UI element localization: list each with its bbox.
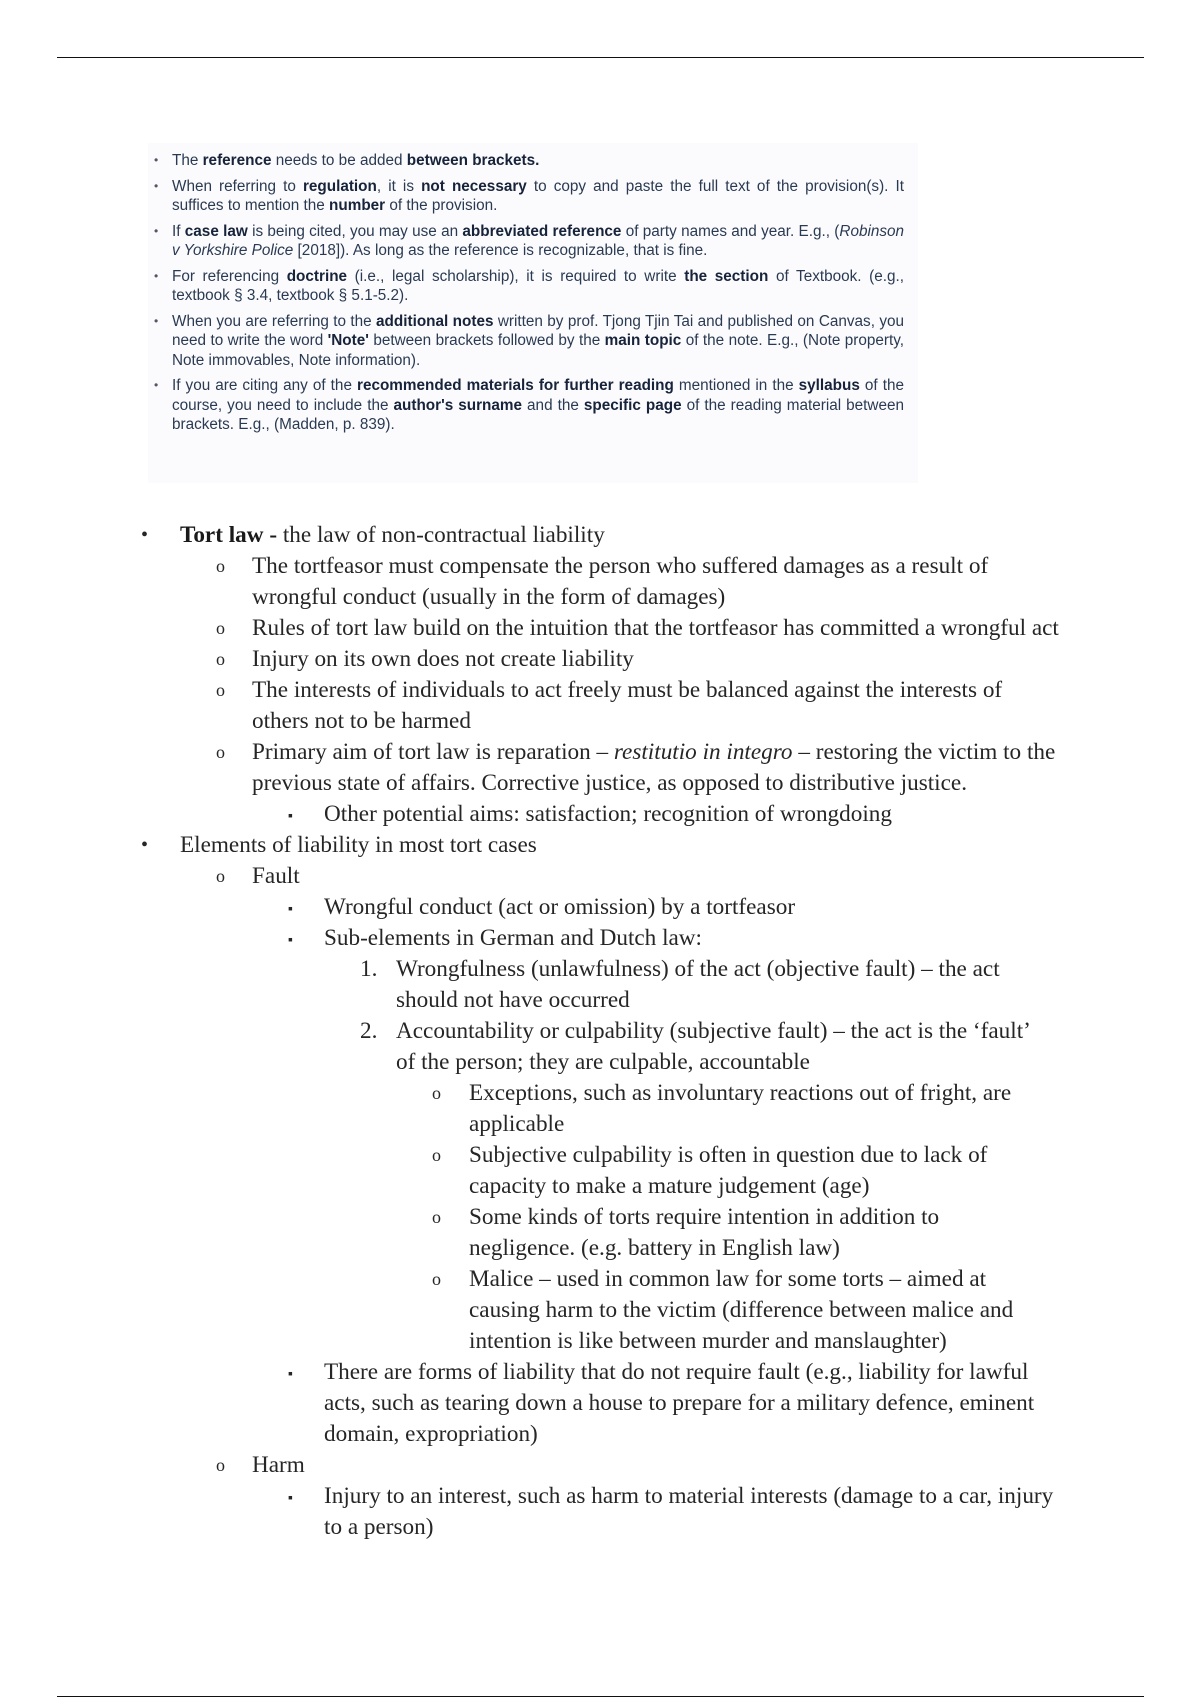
text-run: to copy and paste the full text of the provision(s). It suffices to mention the [172,177,905,214]
note-text [324,801,892,827]
note-text [252,553,988,610]
text-run: Harm [252,1452,305,1478]
text-run: Exceptions, such as involuntary reactions out of fright, are applicable [469,1080,1012,1137]
note-item [0,1264,1049,1357]
text-run: Primary aim of tort law is reparation – [252,739,614,765]
text-run: of the course, you need to include the [172,377,904,414]
note-item [0,892,1064,923]
text-run: Sub-elements in German and Dutch law: [324,925,702,951]
text-run: If you are citing any of the [172,377,357,394]
bullet-marker: o [216,649,225,669]
instruction-item [148,177,918,216]
text-run: the section [684,267,769,285]
text-run: Wrongful conduct (act or omission) by a tortfeasor [324,894,796,920]
note-item [0,1202,1049,1264]
bullet-marker: ▪ [288,902,293,917]
note-text [252,646,634,672]
bullet-marker: ▪ [288,809,293,824]
text-run: Accountability or culpability (subjective fault) – the act is the ‘fault’ of the person; they are culpable, accountable [396,1018,1030,1075]
bullet-marker: ▪ [288,1491,293,1506]
header-rule [57,57,1144,58]
text-run: specific page [583,396,682,414]
note-text [324,894,795,920]
text-run: main topic [604,332,682,349]
bullet-marker: o [432,1145,441,1165]
text-run: When referring to [172,177,303,195]
note-text [252,1452,305,1478]
lecture-notes [0,520,1200,1543]
note-item [0,923,1064,954]
text-run: There are forms of liability that do not require fault (e.g., liability for lawful acts, such as tearing down a house to prepare for a military defence, eminent domain, expropriation) [324,1359,1035,1447]
text-run: The [172,152,203,169]
note-item [0,1078,1049,1140]
text-run: regulation [302,177,377,195]
note-item [0,737,1062,799]
bullet-marker: 1. [360,956,378,982]
citation-instructions-list [148,143,918,435]
note-text [396,956,1000,1013]
note-text [469,1266,1013,1354]
text-run: The tortfeasor must compensate the person who suffered damages as a result of wrongful conduct (usually in the form of damages) [252,553,989,610]
bullet-marker: o [216,742,225,762]
bullet-marker: o [216,680,225,700]
text-run: syllabus [798,377,860,394]
instruction-item [148,376,918,435]
text-run: Injury on its own does not create liability [252,646,634,672]
bullet-marker: o [216,556,225,576]
text-run: Injury to an interest, such as harm to material interests (damage to a car, injury to a person) [324,1483,1054,1540]
text-run: restitutio in integro [613,739,793,765]
text-run: Malice – used in common law for some torts – aimed at causing harm to the victim (difference between malice and intention is like between murder and manslaughter) [469,1266,1014,1354]
text-run: Robinson v Yorkshire Police [172,222,905,259]
bullet-marker: ▪ [288,1367,293,1382]
text-run: case law [184,222,248,240]
text-run: – restoring the victim to the previous state of affairs. Corrective justice, as opposed to distributive justice. [252,739,1056,796]
bullet-marker: • [141,834,149,856]
bullet-marker: o [432,1269,441,1289]
text-run: [2018]). As long as the reference is recognizable, that is fine. [293,242,708,259]
text-run: abbreviated reference [462,222,622,240]
bullet-marker: o [216,618,225,638]
note-item [0,861,1062,892]
text-run: Tort law - [180,522,278,548]
note-item [0,954,1036,1016]
note-text [324,1483,1053,1540]
text-run: 'Note' [327,332,369,349]
note-item [0,1016,1036,1078]
text-run: recommended materials for further reading [357,377,674,394]
note-item [0,551,1062,613]
note-text [252,615,1059,641]
text-run: Fault [252,863,300,889]
note-item [0,1357,1064,1450]
citation-instructions-image [148,143,918,483]
note-item [0,830,1060,861]
text-run: between brackets. [406,152,540,169]
bullet-marker: • [141,524,149,546]
text-run: (i.e., legal scholarship), it is required to write [347,267,685,285]
note-text [324,1359,1034,1447]
text-run: of the provision. [385,197,498,214]
text-run: and the [522,396,584,414]
text-run: of Textbook. (e.g., textbook § 3.4, textbook § 5.1-5.2). [172,267,904,304]
text-run: Wrongfulness (unlawfulness) of the act (objective fault) – the act should not have occurred [396,956,1000,1013]
bullet-marker: 2. [360,1018,378,1044]
text-run: between brackets followed by the [368,332,605,349]
instruction-item [148,267,918,306]
text-run: author's surname [393,396,523,414]
instruction-item [148,312,918,371]
text-run: not necessary [421,177,527,195]
footer-rule [57,1696,1144,1697]
text-run: the law of non-contractual liability [277,522,605,548]
note-text [469,1204,939,1261]
note-text [396,1018,1029,1075]
note-text [324,925,702,951]
text-run: Rules of tort law build on the intuition that the tortfeasor has committed a wrongful act [252,615,1059,641]
bullet-marker: o [216,866,225,886]
note-text [180,522,605,548]
text-run: , it is [376,177,422,195]
text-run: For referencing [172,267,287,285]
note-text [252,739,1055,796]
text-run: additional notes [376,312,494,330]
note-item [0,675,1062,737]
note-item [0,799,1064,830]
note-text [252,863,300,889]
text-run: number [329,197,386,214]
text-run: mentioned in the [673,377,799,394]
text-run: Elements of liability in most tort cases [180,832,537,858]
instruction-item [148,151,918,171]
bullet-marker: ▪ [288,933,293,948]
text-run: of party names and year. E.g., ( [621,222,840,240]
note-text [180,832,537,858]
note-text [469,1142,987,1199]
text-run: The interests of individuals to act freely must be balanced against the interests of others not to be harmed [252,677,1003,734]
note-item [0,1481,1064,1543]
text-run: reference [202,152,272,169]
note-item [0,613,1062,644]
text-run: needs to be added [271,152,407,169]
text-run: If [172,222,185,240]
instruction-item [148,222,918,261]
text-run: of the reading material between brackets. E.g., (Madden, p. 839). [172,396,905,433]
text-run: doctrine [286,267,348,285]
text-run: Some kinds of torts require intention in addition to negligence. (e.g. battery in English law) [469,1204,940,1261]
text-run: written by prof. Tjong Tjin Tai and published on Canvas, you need to write the word [172,312,904,349]
note-text [469,1080,1011,1137]
bullet-marker: o [432,1083,441,1103]
text-run: of the note. E.g., (Note property, Note immovables, Note information). [172,332,904,369]
bullet-marker: o [216,1455,225,1475]
note-text [252,677,1002,734]
note-item [0,1140,1049,1202]
bullet-marker: o [432,1207,441,1227]
note-item [0,644,1062,675]
text-run: Subjective culpability is often in question due to lack of capacity to make a mature judgement (age) [469,1142,988,1199]
text-run: is being cited, you may use an [247,222,463,240]
note-item [0,520,1060,551]
note-item [0,1450,1062,1481]
text-run: Other potential aims: satisfaction; recognition of wrongdoing [324,801,892,827]
text-run: When you are referring to the [172,312,377,330]
